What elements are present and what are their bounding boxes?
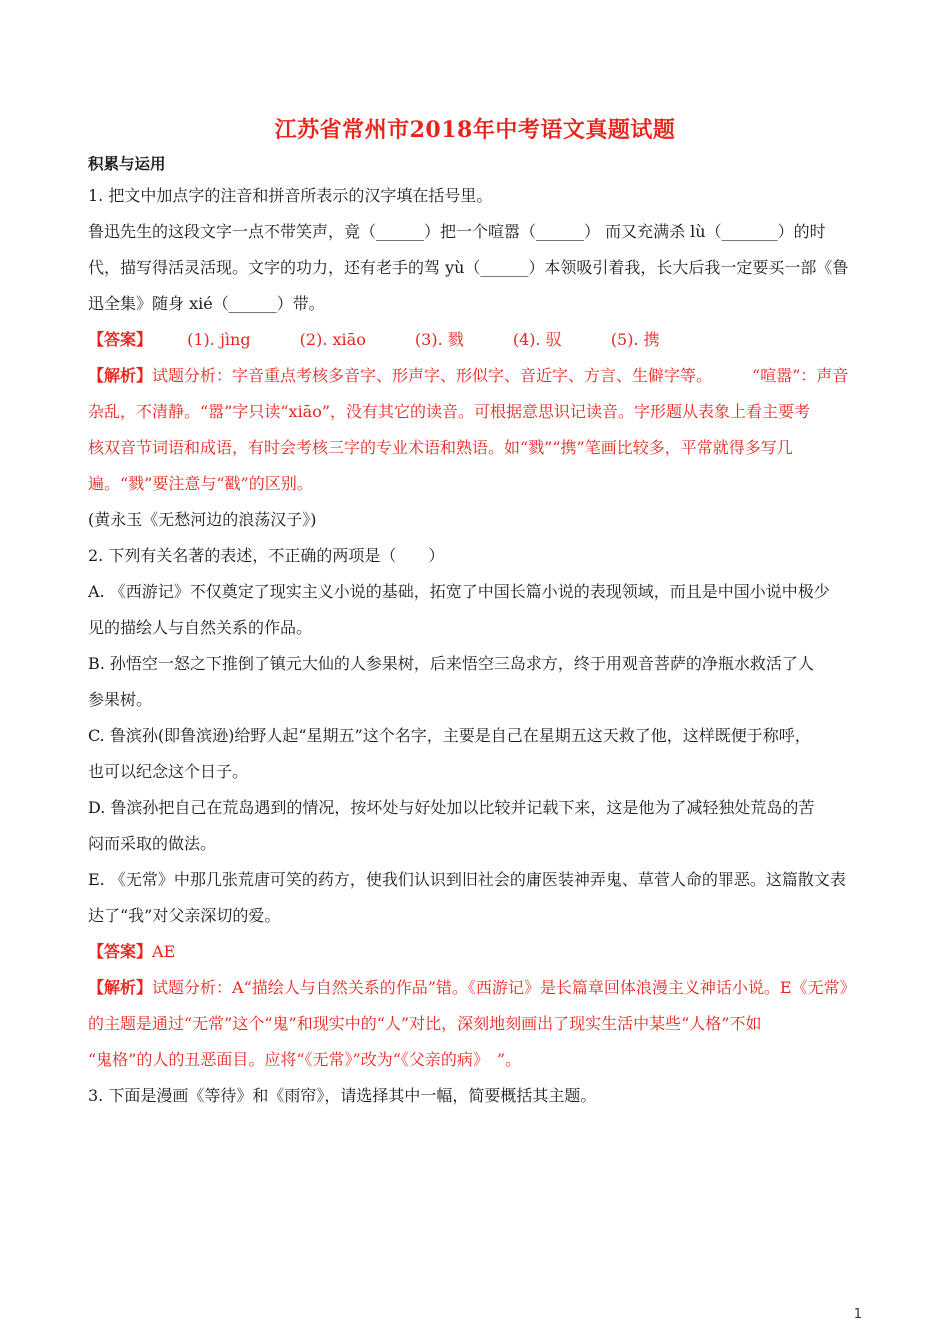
- question-1-text-line: 鲁迅先生的这段文字一点不带笑声，竟（______）把一个喧嚣（______） 而又充满杀 lù（_______）的时: [88, 222, 826, 241]
- analysis-text-line: 的主题是通过“无常”这个“鬼”和现实中的“人”对比，深刻地刻画出了现实生活中某些“人格”不如: [88, 1014, 762, 1033]
- option-c-continued: 也可以纪念这个日子。: [88, 762, 249, 781]
- option-e-continued: 达了“我”对父亲深切的爱。: [88, 906, 281, 925]
- analysis-text: 试题分析：A“描绘人与自然关系的作品”错。《西游记》是长篇章回体浪漫主义神话小说。E《无常》: [152, 978, 856, 997]
- document-body: [88, 150, 864, 1114]
- question-2-answer: [88, 934, 864, 970]
- analysis-text-line: 核双音节词语和成语，有时会考核三字的专业术语和熟语。如“戮”“携”笔画比较多，平常就得多写几: [88, 438, 793, 457]
- option-a: A. 《西游记》不仅奠定了现实主义小说的基础，拓宽了中国长篇小说的表现领域，而且是中国小说中极少: [88, 582, 830, 601]
- page-number: 1: [853, 1307, 862, 1322]
- analysis-text-line: “鬼格”的人的丑恶面目。应将“《无常》”改为“《父亲的病》 ”。: [88, 1050, 522, 1069]
- analysis-text-line: 遍。“戮”要注意与“戳”的区别。: [88, 474, 313, 493]
- option-e: E. 《无常》中那几张荒唐可笑的药方，使我们认识到旧社会的庸医装神弄鬼、草菅人命的罪恶。这篇散文表: [88, 870, 846, 889]
- answer-item: (1). jìng: [187, 330, 251, 349]
- option-d: D. 鲁滨孙把自己在荒岛遇到的情况，按坏处与好处加以比较并记载下来，这是他为了减轻独处荒岛的苦: [88, 798, 815, 817]
- question-1-text-line: 迅全集》随身 xié（______）带。: [88, 294, 325, 313]
- question-1: [88, 178, 864, 538]
- analysis-label: 【解析】: [88, 366, 153, 385]
- question-1-answer: [88, 322, 864, 358]
- answer-item: (2). xiāo: [299, 330, 366, 349]
- answer-item: (3). 戮: [414, 330, 464, 349]
- question-1-stem: 1. 把文中加点字的注音和拼音所表示的汉字填在括号里。: [88, 186, 493, 205]
- question-1-analysis: [88, 358, 864, 394]
- question-3-stem: 3. 下面是漫画《等待》和《雨帘》，请选择其中一幅，简要概括其主题。: [88, 1086, 597, 1105]
- answer-label: 【答案】: [88, 942, 153, 961]
- option-c: C. 鲁滨孙(即鲁滨逊)给野人起“星期五”这个名字，主要是自己在星期五这天救了他，这样既便于称呼，: [88, 726, 811, 745]
- analysis-text-line: 杂乱，不清静。“嚣”字只读“xiāo”，没有其它的读音。可根据意思识记读音。字形题从表象上看主要考: [88, 402, 811, 421]
- answer-item: (5). 携: [610, 330, 660, 349]
- answer-item: (4). 驭: [512, 330, 562, 349]
- option-d-continued: 闷而采取的做法。: [88, 834, 217, 853]
- question-2: [88, 538, 864, 1078]
- analysis-text: 试题分析：字音重点考核多音字、形声字、形似字、音近字、方言、生僻字等。 “喧嚣”：声音: [152, 366, 849, 385]
- document-title: 江苏省常州市2018年中考语文真题试题: [274, 117, 676, 143]
- analysis-label: 【解析】: [88, 978, 153, 997]
- section-heading: 积累与运用: [88, 155, 166, 173]
- question-2-analysis: [88, 970, 864, 1006]
- option-a-continued: 见的描绘人与自然关系的作品。: [88, 618, 313, 637]
- answer-label: 【答案】: [88, 330, 153, 349]
- option-b-continued: 参果树。: [88, 690, 153, 709]
- question-3: [88, 1078, 864, 1114]
- answer-value: AE: [152, 942, 176, 961]
- question-1-text-line: 代，描写得活灵活现。文字的功力，还有老手的驾 yù（______）本领吸引着我，长大后我一定要买一部《鲁: [88, 258, 849, 277]
- option-b: B. 孙悟空一怒之下推倒了镇元大仙的人参果树，后来悟空三岛求方，终于用观音菩萨的净瓶水救活了人: [88, 654, 814, 673]
- question-1-source: (黄永玉《无愁河边的浪荡汉子》): [88, 510, 317, 529]
- question-2-stem: 2. 下列有关名著的表述，不正确的两项是（ ）: [88, 546, 445, 565]
